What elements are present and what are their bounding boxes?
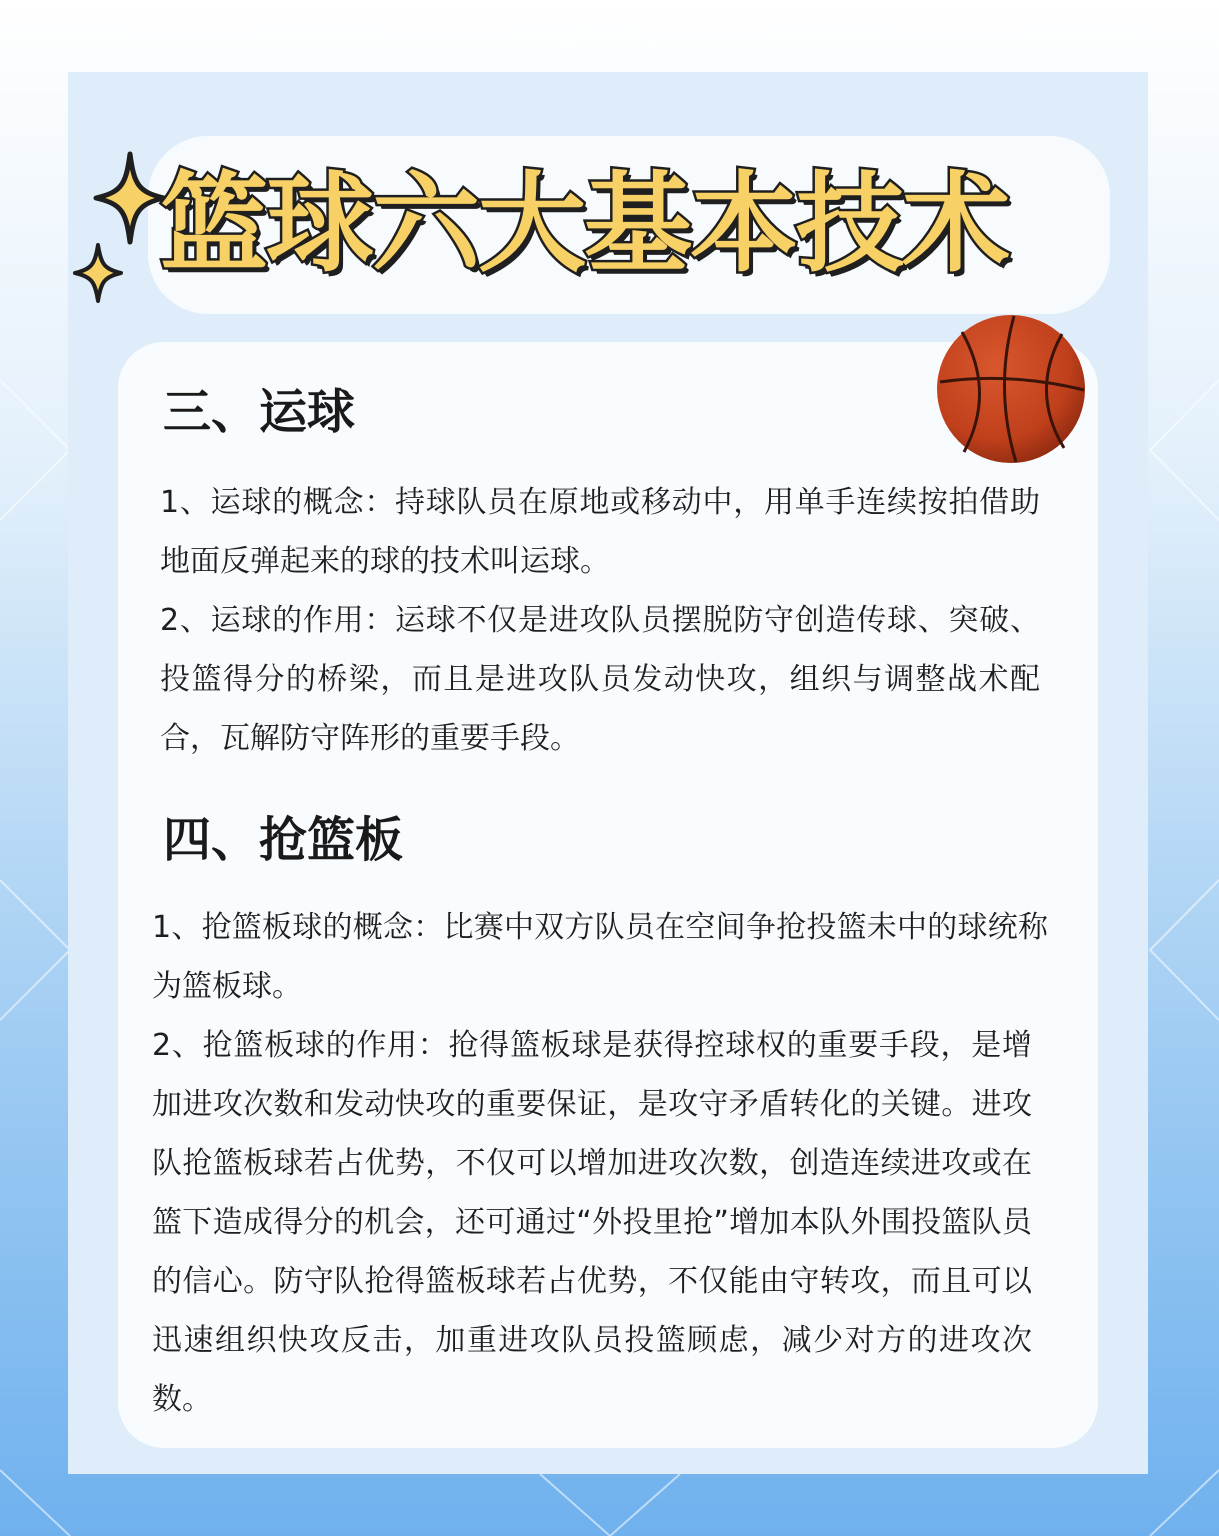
section-heading-rebounding: 四、抢篮板 — [163, 812, 404, 868]
sparkle-icon — [72, 242, 124, 304]
sparkle-icon — [92, 150, 168, 246]
basketball-icon — [934, 312, 1088, 466]
page-title: 篮球六大基本技术 — [160, 162, 1009, 287]
paragraph-dribbling-role: 2、运球的作用：运球不仅是进攻队员摆脱防守创造传球、突破、投篮得分的桥梁，而且是进攻队员发动快攻，组织与调整战术配合，瓦解防守阵形的重要手段。 — [160, 603, 1040, 756]
paragraph-rebounding-concept: 1、抢篮板球的概念：比赛中双方队员在空间争抢投篮未中的球统称为篮板球。 — [152, 910, 1048, 1004]
section-heading-dribbling: 三、运球 — [163, 384, 356, 440]
paragraph-dribbling-concept: 1、运球的概念：持球队员在原地或移动中，用单手连续按拍借助地面反弹起来的球的技术叫运球。 — [160, 485, 1040, 579]
paragraph-rebounding-role: 2、抢篮板球的作用：抢得篮板球是获得控球权的重要手段，是增加进攻次数和发动快攻的重要保证，是攻守矛盾转化的关键。进攻队抢篮板球若占优势，不仅可以增加进攻次数，创造连续进攻或在篮下造成得分的机会，还可通过“外投里抢”增加本队外围投篮队员的信心。防守队抢得篮板球若占优势，不仅能由守转攻，而且可以迅速组织快攻反击，加重进攻队员投篮顾虑，减少对方的进攻次数。 — [152, 1028, 1032, 1417]
